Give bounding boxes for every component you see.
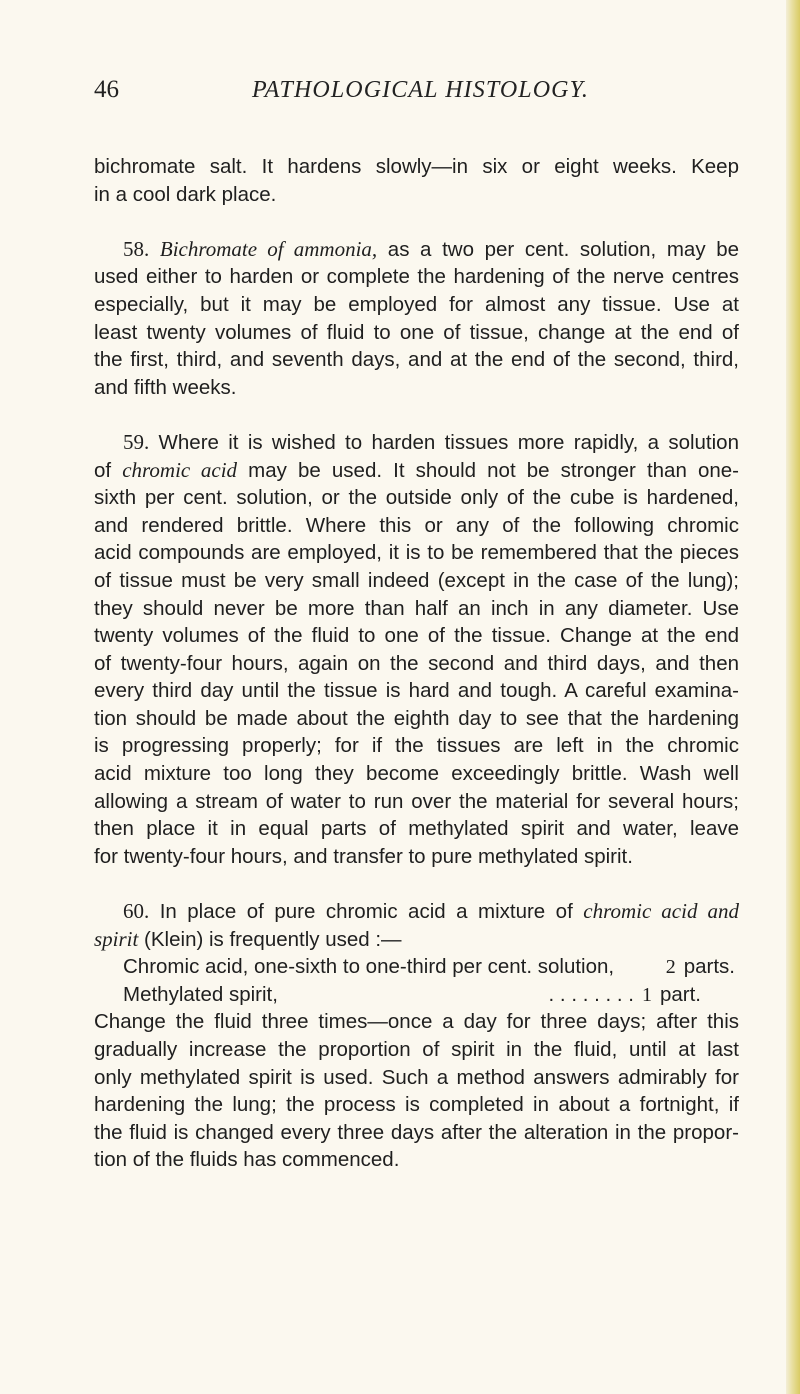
text-line: twenty volumes of the fluid to one of the tissue. Change at the end <box>94 624 739 648</box>
text-fragment: of <box>94 458 123 482</box>
paragraph-59 <box>94 429 739 871</box>
body-text <box>94 153 739 1174</box>
italic-term: chromic acid and <box>583 899 739 924</box>
text-line: every third day until the tissue is hard and tough. A careful examina- <box>94 679 739 703</box>
text-line: tion of the fluids has commenced. <box>94 1148 400 1172</box>
text-line: and rendered brittle. Where this or any of the following chromic <box>94 513 739 537</box>
text-fragment: may be used. It should not be stronger than one- <box>237 458 739 482</box>
text-line: gradually increase the proportion of spirit in the fluid, until at last <box>94 1038 739 1061</box>
text-line: especially, but it may be employed for almost any tissue. Use at <box>94 292 739 316</box>
paragraph-number: 59. <box>123 429 150 454</box>
recipe-quantity: 2 <box>665 956 676 979</box>
text-line: bichromate salt. It hardens slowly—in six or eight weeks. Keep <box>94 155 739 178</box>
text-line: of tissue must be very small indeed (except in the case of the lung); <box>94 568 739 592</box>
recipe-unit: parts. <box>683 955 735 979</box>
running-title: PATHOLOGICAL HISTOLOGY. <box>252 77 589 103</box>
paragraph-gap <box>94 401 739 429</box>
page-edge <box>786 0 800 1394</box>
recipe-ingredient: Methylated spirit, <box>123 982 278 1006</box>
text-line: in a cool dark place. <box>94 182 277 206</box>
text-line: the first, third, and seventh days, and at the end of the second, third, <box>94 348 739 372</box>
text-line: then place it in equal parts of methylated spirit and water, leave <box>94 817 739 841</box>
text-line <box>94 926 739 954</box>
running-header <box>94 76 744 112</box>
text-line: hardening the lung; the process is completed in about a fortnight, if <box>94 1093 739 1117</box>
text-line: least twenty volumes of fluid to one of tissue, change at the end of <box>94 320 739 344</box>
text-line: is progressing properly; for if the tissues are left in the chromic <box>94 734 739 758</box>
text-fragment: In place of pure chromic acid a mixture of <box>149 900 584 924</box>
page-number: 46 <box>94 76 119 103</box>
paragraph-number: 58. <box>123 236 150 261</box>
text-line: they should never be more than half an inch in any diameter. Use <box>94 596 739 620</box>
text-line: only methylated spirit is used. Such a method answers admirably for <box>94 1065 739 1089</box>
text-line: of twenty-four hours, again on the second and third days, and then <box>94 651 739 675</box>
recipe-ingredient: Chromic acid, one-sixth to one-third per cent. solution, <box>123 955 615 979</box>
text-line: acid mixture too long they become exceedingly brittle. Wash well <box>94 762 739 786</box>
text-line: for twenty-four hours, and transfer to pure methylated spirit. <box>94 844 633 868</box>
text-line <box>94 457 739 485</box>
paragraph-continuation <box>94 153 739 208</box>
italic-term: Bichromate of ammonia, <box>159 236 378 261</box>
text-fragment: (Klein) is frequently used :— <box>138 927 402 951</box>
leader-dots: . . . . . . . . <box>548 982 634 1006</box>
text-line <box>94 236 739 264</box>
paragraph-number: 60. <box>123 899 150 924</box>
recipe-unit: part. <box>659 982 701 1006</box>
recipe-row <box>94 953 739 981</box>
recipe-row <box>94 981 739 1009</box>
text-fragment: Where it is wished to harden tissues more rapidly, a solution <box>149 430 739 454</box>
text-line <box>94 429 739 457</box>
text-line: tion should be made about the eighth day to see that the hardening <box>94 706 739 730</box>
text-line <box>94 898 739 926</box>
text-fragment: as a two per cent. solution, may be <box>377 237 739 261</box>
paragraph-60 <box>94 898 739 1174</box>
text-line: sixth per cent. solution, or the outside only of the cube is hardened, <box>94 486 739 510</box>
text-line: acid compounds are employed, it is to be remembered that the pieces <box>94 541 739 565</box>
text-line: allowing a stream of water to run over the material for several hours; <box>94 789 739 813</box>
text-line: Change the fluid three times—once a day for three days; after this <box>94 1010 739 1034</box>
paragraph-gap <box>94 870 739 898</box>
italic-term: chromic acid <box>122 457 238 482</box>
italic-term: spirit <box>94 926 139 951</box>
recipe-quantity: 1 <box>641 983 652 1006</box>
paragraph-gap <box>94 208 739 236</box>
text-line: the fluid is changed every three days after the alteration in the propor- <box>94 1120 739 1144</box>
paragraph-58 <box>94 236 739 402</box>
text-line: and fifth weeks. <box>94 375 237 399</box>
text-line: used either to harden or complete the hardening of the nerve centres <box>94 265 739 289</box>
